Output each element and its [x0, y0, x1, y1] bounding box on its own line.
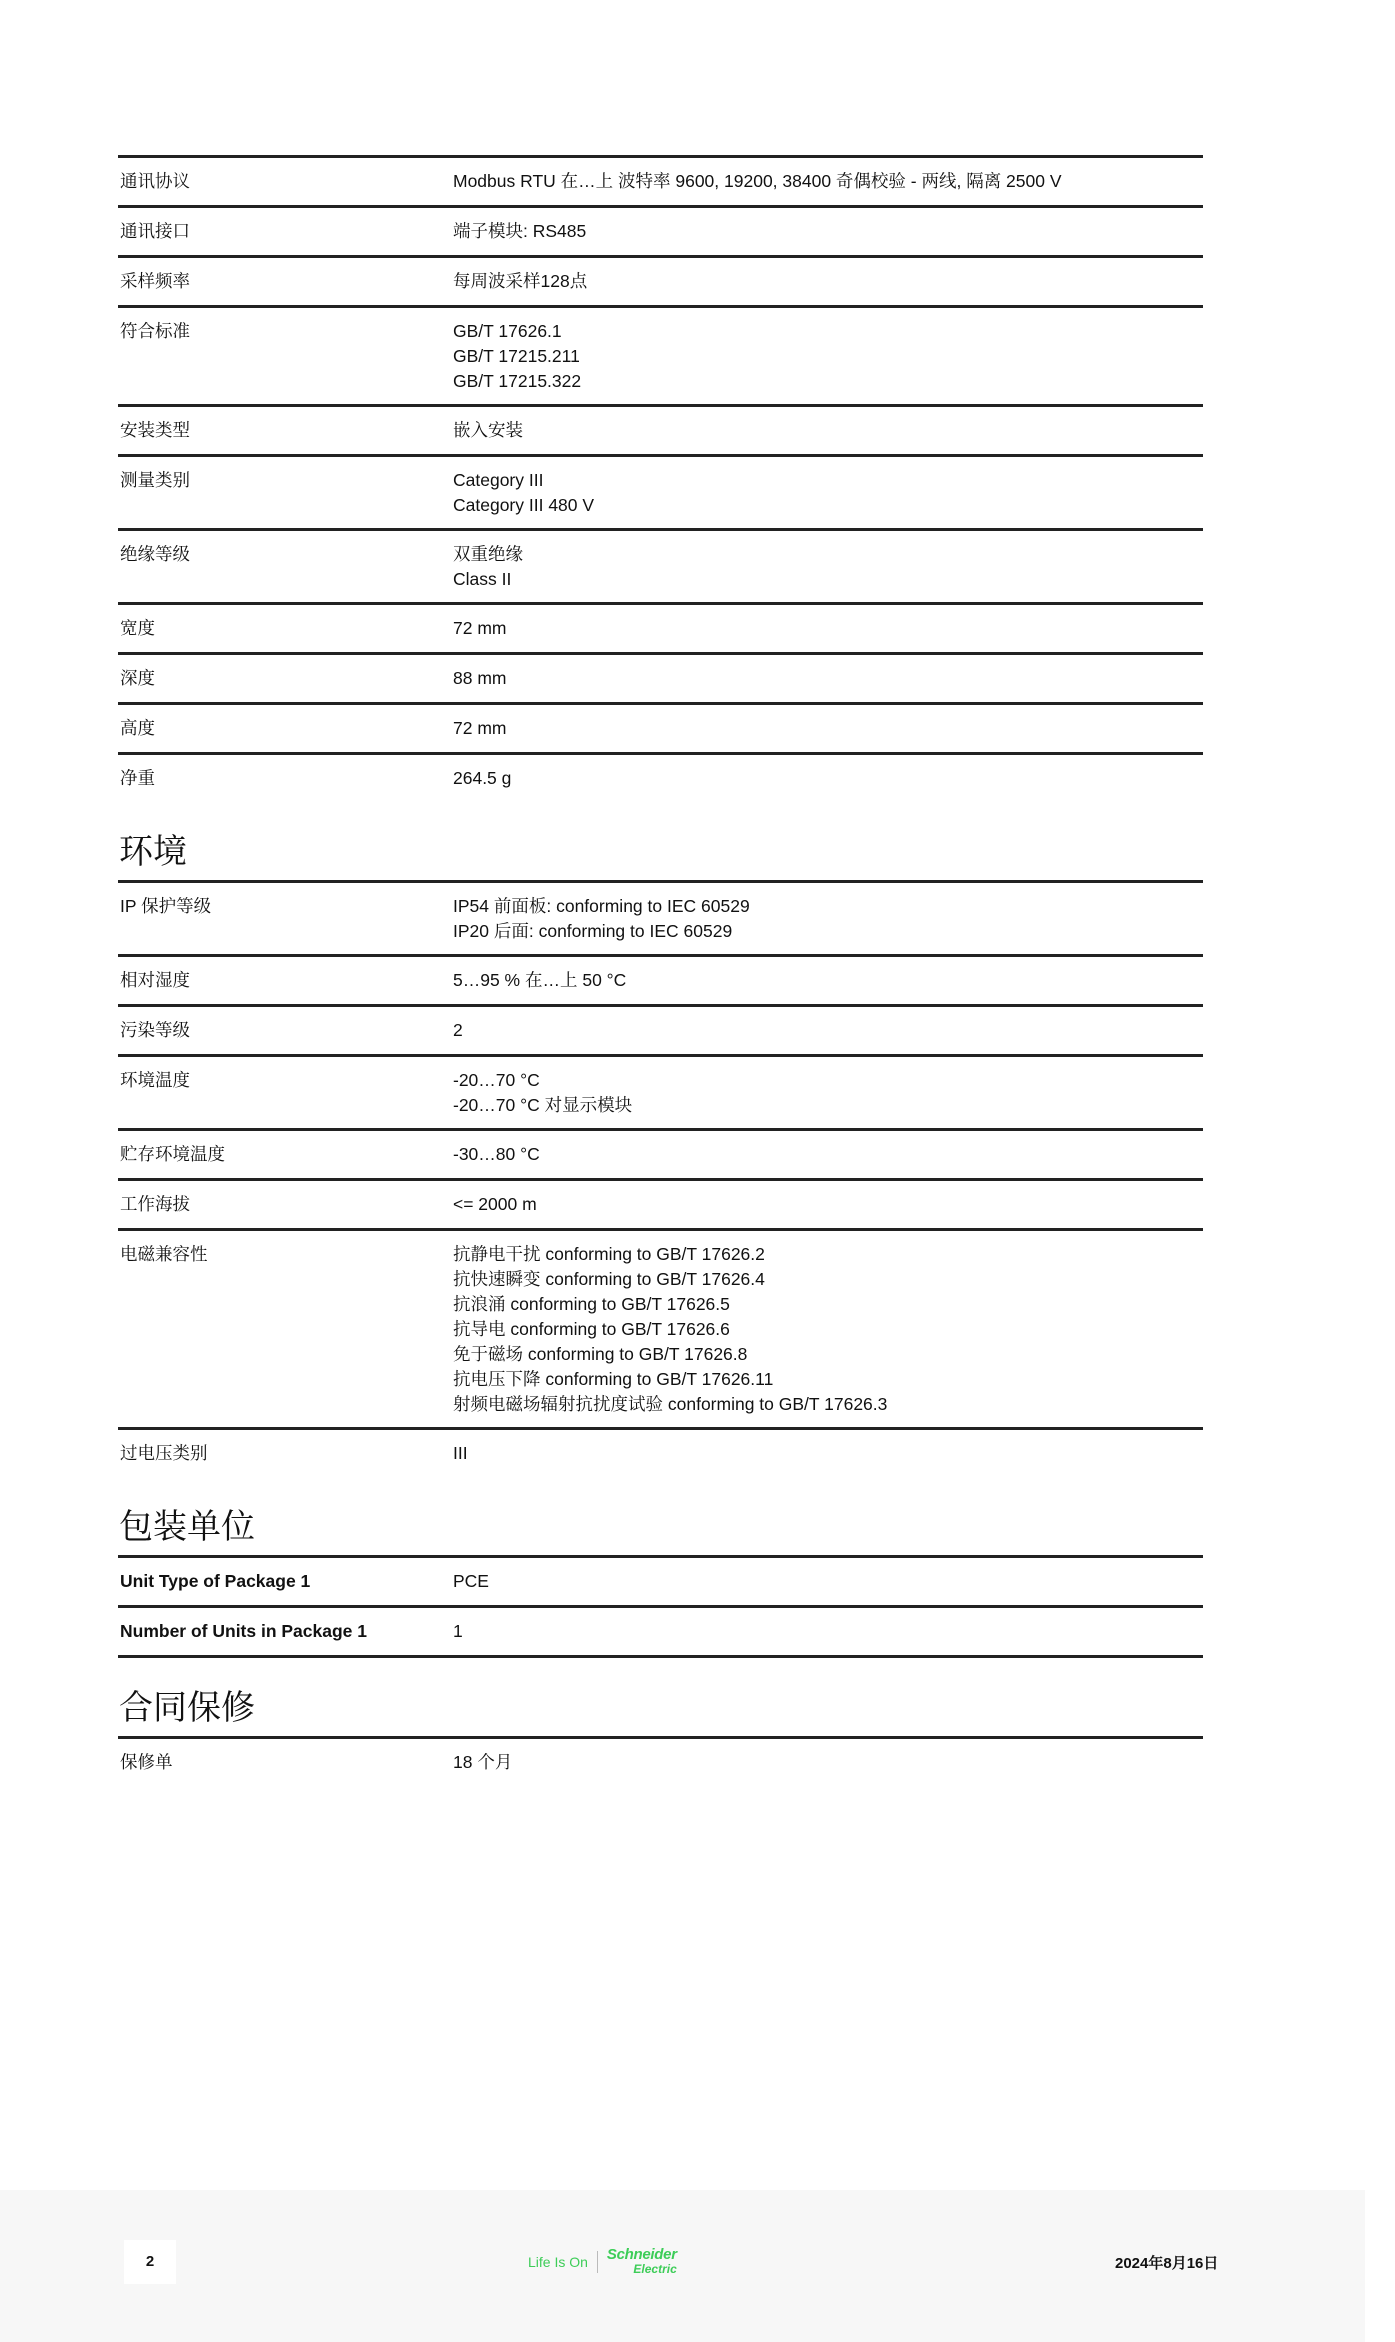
- row-label: 电磁兼容性: [120, 1244, 208, 1264]
- row-value: 嵌入安装: [453, 420, 523, 440]
- page-footer: [0, 2190, 1365, 2342]
- brand-line-1: Schneider: [606, 2246, 677, 2263]
- row-value: Category III: [453, 470, 544, 490]
- row-values: [453, 1018, 1203, 1044]
- row-values: [453, 1242, 1203, 1417]
- row-values: [453, 418, 1203, 444]
- row-label: 净重: [120, 768, 155, 788]
- row-values: [453, 666, 1203, 692]
- row-label: 贮存环境温度: [120, 1144, 225, 1164]
- row-value: 免于磁场 conforming to GB/T 17626.8: [453, 1344, 748, 1364]
- row-label: 测量类别: [120, 470, 190, 490]
- row-label: 保修单: [120, 1752, 173, 1772]
- row-values: [453, 542, 1203, 592]
- row-value: <= 2000 m: [453, 1194, 537, 1214]
- table-row: [118, 205, 1203, 255]
- row-label: 通讯接口: [120, 221, 190, 241]
- row-values: [453, 894, 1203, 944]
- table-row: [118, 1605, 1203, 1655]
- table-row: [118, 528, 1203, 602]
- row-values: [453, 319, 1203, 394]
- row-value: III: [453, 1443, 468, 1463]
- row-value: 抗静电干扰 conforming to GB/T 17626.2: [453, 1244, 765, 1264]
- row-values: [453, 269, 1203, 295]
- row-values: [453, 1441, 1203, 1467]
- row-value: GB/T 17215.322: [453, 371, 582, 391]
- row-values: [453, 1192, 1203, 1218]
- table-row: [118, 1128, 1203, 1178]
- table-row: [118, 1178, 1203, 1228]
- section-title-environment: 环境: [119, 833, 187, 871]
- row-value: GB/T 17626.1: [453, 321, 562, 341]
- table-row: [118, 155, 1203, 205]
- row-value: 5…95 % 在…上 50 °C: [453, 970, 627, 990]
- row-label: 过电压类别: [120, 1443, 208, 1463]
- schneider-logo: [528, 2242, 677, 2282]
- spec-table: [118, 155, 1203, 802]
- row-value: -20…70 °C: [453, 1070, 540, 1090]
- table-row: [118, 255, 1203, 305]
- row-value: 72 mm: [453, 718, 507, 738]
- table-row: [118, 702, 1203, 752]
- content: [118, 155, 1203, 1786]
- row-values: [453, 1569, 1203, 1595]
- row-value: IP20 后面: conforming to IEC 60529: [453, 921, 733, 941]
- table-row: [118, 752, 1203, 802]
- section-title-warranty: 合同保修: [119, 1689, 255, 1727]
- row-value: 264.5 g: [453, 768, 512, 788]
- row-value: Class II: [453, 569, 512, 589]
- row-value: 双重绝缘: [453, 544, 523, 564]
- row-value: Modbus RTU 在…上 波特率 9600, 19200, 38400 奇偶校验 - 两线, 隔离 2500 V: [453, 171, 1062, 191]
- table-row: [118, 602, 1203, 652]
- row-label: 符合标准: [120, 321, 190, 341]
- warranty-table: [118, 1736, 1203, 1786]
- row-values: [453, 1068, 1203, 1118]
- row-values: [453, 766, 1203, 792]
- table-bottom-rule: [118, 1655, 1203, 1658]
- tagline: Life Is On: [528, 2251, 598, 2273]
- table-row: [118, 652, 1203, 702]
- row-label: 安装类型: [120, 420, 190, 440]
- row-label: 工作海拔: [120, 1194, 190, 1214]
- row-value: PCE: [453, 1571, 489, 1591]
- row-value: 抗浪涌 conforming to GB/T 17626.5: [453, 1294, 730, 1314]
- environment-table: [118, 880, 1203, 1477]
- brand-name: [598, 2247, 677, 2277]
- table-row: [118, 1736, 1203, 1786]
- row-value: 2: [453, 1020, 463, 1040]
- row-values: [453, 616, 1203, 642]
- row-value: 每周波采样128点: [453, 271, 588, 291]
- row-value: GB/T 17215.211: [453, 346, 580, 366]
- row-label: 通讯协议: [120, 171, 190, 191]
- table-row: [118, 1228, 1203, 1427]
- table-row: [118, 880, 1203, 954]
- row-label: 采样频率: [120, 271, 190, 291]
- row-values: [453, 1142, 1203, 1168]
- row-value: 抗快速瞬变 conforming to GB/T 17626.4: [453, 1269, 765, 1289]
- row-value: Category III 480 V: [453, 495, 595, 515]
- row-value: 72 mm: [453, 618, 507, 638]
- row-value: -30…80 °C: [453, 1144, 540, 1164]
- row-value: 抗导电 conforming to GB/T 17626.6: [453, 1319, 730, 1339]
- row-values: [453, 169, 1203, 195]
- page-number: 2: [124, 2240, 176, 2284]
- row-label: Number of Units in Package 1: [120, 1621, 368, 1641]
- row-label: 环境温度: [120, 1070, 190, 1090]
- row-values: [453, 968, 1203, 994]
- row-label: 高度: [120, 718, 155, 738]
- row-label: IP 保护等级: [120, 896, 212, 916]
- table-row: [118, 1054, 1203, 1128]
- row-label: Unit Type of Package 1: [120, 1571, 311, 1591]
- row-values: [453, 1619, 1203, 1645]
- table-row: [118, 305, 1203, 404]
- row-value: 18 个月: [453, 1752, 513, 1772]
- row-value: 88 mm: [453, 668, 507, 688]
- row-value: 抗电压下降 conforming to GB/T 17626.11: [453, 1369, 774, 1389]
- row-label: 深度: [120, 668, 155, 688]
- row-values: [453, 716, 1203, 742]
- row-value: 射频电磁场辐射抗扰度试验 conforming to GB/T 17626.3: [453, 1394, 888, 1414]
- row-label: 绝缘等级: [120, 544, 190, 564]
- table-row: [118, 404, 1203, 454]
- row-value: -20…70 °C 对显示模块: [453, 1095, 633, 1115]
- print-date: 2024年8月16日: [1115, 2255, 1219, 2272]
- table-row: [118, 1004, 1203, 1054]
- row-value: 1: [453, 1621, 463, 1641]
- row-values: [453, 219, 1203, 245]
- row-value: IP54 前面板: conforming to IEC 60529: [453, 896, 750, 916]
- packaging-table: [118, 1555, 1203, 1658]
- table-row: [118, 1427, 1203, 1477]
- table-row: [118, 1555, 1203, 1605]
- row-values: [453, 468, 1203, 518]
- table-row: [118, 454, 1203, 528]
- row-label: 宽度: [120, 618, 155, 638]
- row-value: 端子模块: RS485: [453, 221, 587, 241]
- row-values: [453, 1750, 1203, 1776]
- table-row: [118, 954, 1203, 1004]
- row-label: 污染等级: [120, 1020, 190, 1040]
- brand-line-2: Electric: [633, 2262, 677, 2276]
- row-label: 相对湿度: [120, 970, 190, 990]
- section-title-packaging: 包装单位: [119, 1508, 255, 1546]
